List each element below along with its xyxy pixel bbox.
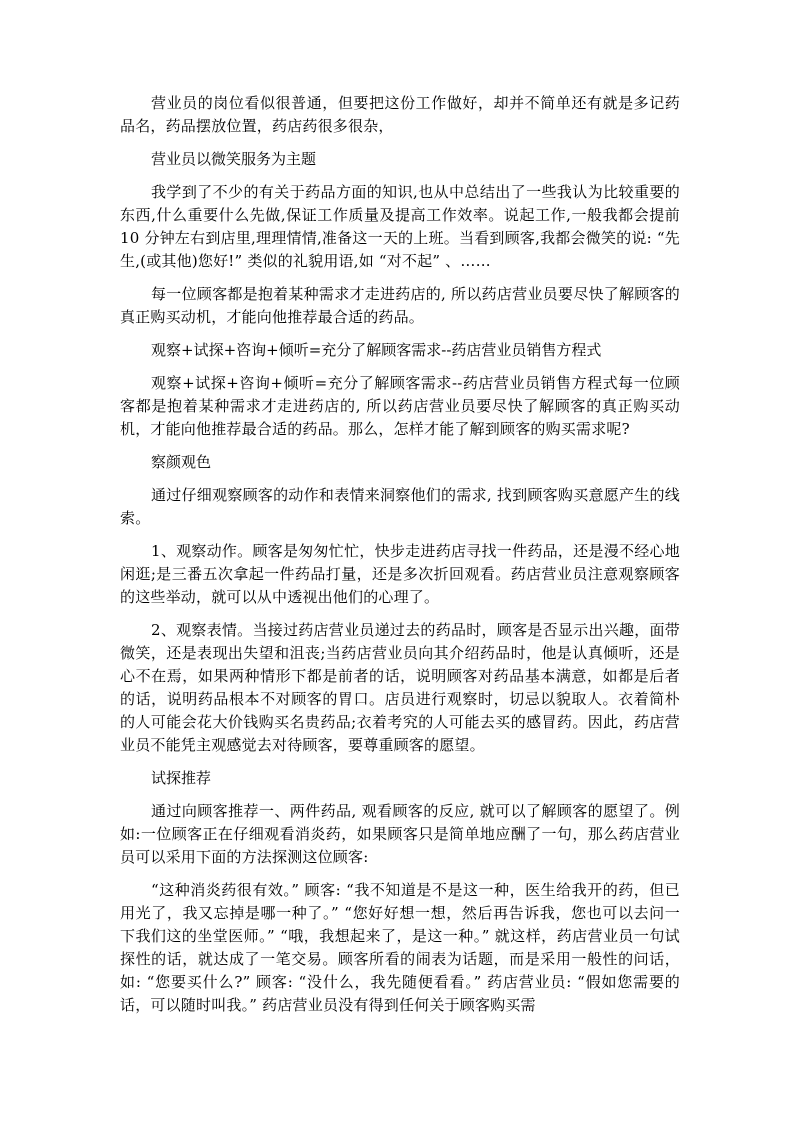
document-body	[120, 92, 680, 1027]
heading-sales-formula: 观察+试探+咨询+倾听=充分了解顾客需求--药店营业员销售方程式	[151, 341, 602, 359]
paragraph-learning: 我学到了不少的有关于药品方面的知识,也从中总结出了一些我认为比较重要的东西,什么重要什么先做,保证工作质量及提高工作效率。说起工作,一般我都会提前 10 分钟左右到店里,理理情情,准备这一天的上班。当看到顾客,我都会微笑的说: “先生,(或其他)您好!” 类似的礼貌用语,如 “对不起” 、……	[120, 183, 680, 270]
paragraph-observe-actions: 1、观察动作。顾客是匆匆忙忙，快步走进药店寻找一件药品，还是漫不经心地闲逛;是三番五次拿起一件药品打量，还是多次折回观看。药店营业员注意观察顾客的这些举动，就可以从中透视出他们的心理了。	[120, 542, 680, 606]
paragraph-trial-dialogue: “这种消炎药很有效。” 顾客: “我不知道是不是这一种，医生给我开的药，但已用光了，我又忘掉是哪一种了。” “您好好想一想，然后再告诉我，您也可以去问一下我们这的坐堂医师。” “哦，我想起来了，是这一种。” 就这样，药店营业员一句试探性的话，就达成了一笔交易。顾客所看的闹表为话题，而是采用一般性的问话，如: “您要买什么?” 顾客: “没什么，我先随便看看。” 药店营业员: “假如您需要的话，可以随时叫我。” 药店营业员没有得到任何关于顾客购买需	[120, 881, 680, 1014]
heading-trial-recommend: 试探推荐	[151, 769, 212, 787]
paragraph-intro: 营业员的岗位看似很普通，但要把这份工作做好，却并不简单还有就是多记药品名，药品摆放位置，药店药很多很杂，	[120, 94, 680, 135]
heading-observe: 察颜观色	[151, 453, 212, 471]
paragraph-observe-expressions: 2、观察表情。当接过药店营业员递过去的药品时，顾客是否显示出兴趣，面带微笑，还是表现出失望和沮丧;当药店营业员向其介绍药品时，他是认真倾听，还是心不在焉，如果两种情形下都是前者的话，说明顾客对药品基本满意，如都是后者的话，说明药品根本不对顾客的胃口。店员进行观察时，切忌以貌取人。衣着简朴的人可能会花大价钱购买名贵药品;衣着考究的人可能去买的感冒药。因此，药店营业员不能凭主观感觉去对待顾客，要尊重顾客的愿望。	[120, 621, 680, 754]
paragraph-trial-intro: 通过向顾客推荐一、两件药品, 观看顾客的反应, 就可以了解顾客的愿望了。例如:一位顾客正在仔细观看消炎药，如果顾客只是简单地应酬了一句，那么药店营业员可以采用下面的方法探测这位顾客:	[120, 802, 680, 866]
paragraph-sales-formula: 观察+试探+咨询+倾听=充分了解顾客需求--药店营业员销售方程式每一位顾客都是抱着某种需求才走进药店的, 所以药店营业员要尽快了解顾客的真正购买动机，才能向他推荐最合适的药品。那么，怎样才能了解到顾客的购买需求呢?	[120, 374, 680, 438]
heading-smile-service: 营业员以微笑服务为主题	[151, 150, 317, 168]
paragraph-customer-needs: 每一位顾客都是抱着某种需求才走进药店的, 所以药店营业员要尽快了解顾客的真正购买动机，才能向他推荐最合适的药品。	[120, 285, 680, 326]
paragraph-observe-intro: 通过仔细观察顾客的动作和表情来洞察他们的需求, 找到顾客购买意愿产生的线索。	[120, 486, 680, 527]
